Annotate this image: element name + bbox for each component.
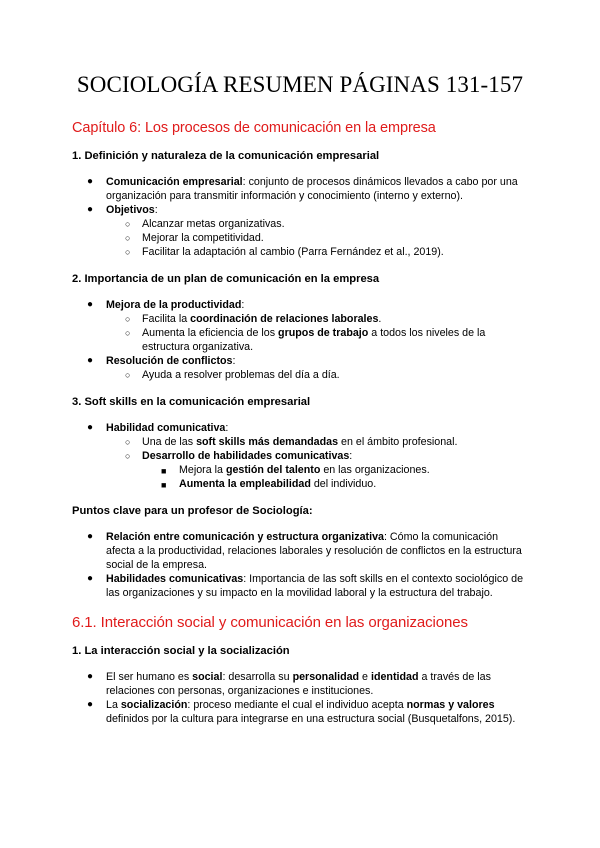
document-title: SOCIOLOGÍA RESUMEN PÁGINAS 131-157 — [76, 72, 524, 97]
bullet-disc-icon: ● — [87, 671, 94, 682]
list-item: ○ Facilita la coordinación de relaciones laborales. — [125, 313, 382, 325]
bullet-disc-icon: ● — [87, 204, 94, 215]
list-item: ■ Aumenta la empleabilidad del individuo. — [161, 478, 377, 490]
list-item: ○ Mejorar la competitividad. — [125, 232, 264, 244]
list-item: ○ Ayuda a resolver problemas del día a día. — [125, 369, 340, 381]
list-item: ○ Facilitar la adaptación al cambio (Parra Fernández et al., 2019). — [125, 246, 444, 258]
bullet-disc-icon: ● — [87, 573, 94, 584]
bullet-list — [72, 298, 528, 382]
bullet-circle-icon: ○ — [125, 314, 131, 324]
bullet-circle-icon: ○ — [125, 370, 131, 380]
bullet-list — [72, 175, 528, 259]
section-heading: 1. Definición y naturaleza de la comunicación empresarial — [72, 150, 380, 162]
section-importance — [72, 273, 528, 382]
section-heading: 1. La interacción social y la socialización — [72, 645, 290, 657]
list-item: ● El ser humano es social: desarrolla su personalidad e identidad a través de las relaciones con personas, organizaciones e instituciones. — [87, 671, 491, 697]
bullet-square-icon: ■ — [161, 480, 167, 490]
section-soft-skills — [72, 396, 528, 491]
bullet-list — [72, 670, 528, 726]
list-item: ○ Desarrollo de habilidades comunicativas: — [125, 450, 353, 462]
list-item: ○ Aumenta la eficiencia de los grupos de trabajo a todos los niveles de la estructura organizativa. — [125, 327, 486, 353]
list-item: ● Habilidad comunicativa: — [87, 422, 229, 434]
list-item: ■ Mejora la gestión del talento en las organizaciones. — [161, 464, 430, 476]
section-heading: 3. Soft skills en la comunicación empresarial — [72, 396, 311, 408]
bullet-disc-icon: ● — [87, 699, 94, 710]
bullet-disc-icon: ● — [87, 176, 94, 187]
list-item: ● Objetivos: — [87, 204, 158, 216]
section-heading: Puntos clave para un profesor de Sociología: — [72, 505, 313, 517]
chapter-subheading: 6.1. Interacción social y comunicación en las organizaciones — [72, 614, 468, 631]
list-item: ● Comunicación empresarial: conjunto de procesos dinámicos llevados a cabo por una organización para transmitir información y conocimiento (interno y externo). — [87, 176, 518, 202]
section-social-interaction — [72, 645, 528, 726]
bullet-list — [72, 421, 528, 491]
list-item: ● Resolución de conflictos: — [87, 355, 236, 367]
bullet-disc-icon: ● — [87, 531, 94, 542]
bullet-circle-icon: ○ — [125, 328, 131, 338]
bullet-disc-icon: ● — [87, 355, 94, 366]
bullet-disc-icon: ● — [87, 299, 94, 310]
section-heading: 2. Importancia de un plan de comunicación en la empresa — [72, 273, 380, 285]
bullet-circle-icon: ○ — [125, 219, 131, 229]
chapter-heading: Capítulo 6: Los procesos de comunicación en la empresa — [72, 120, 436, 136]
bullet-circle-icon: ○ — [125, 233, 131, 243]
bullet-circle-icon: ○ — [125, 451, 131, 461]
bullet-circle-icon: ○ — [125, 247, 131, 257]
bullet-disc-icon: ● — [87, 422, 94, 433]
list-item: ○ Una de las soft skills más demandadas en el ámbito profesional. — [125, 436, 458, 448]
bullet-circle-icon: ○ — [125, 437, 131, 447]
section-definition — [72, 150, 528, 259]
section-key-points — [72, 505, 528, 600]
bullet-square-icon: ■ — [161, 466, 167, 476]
list-item: ● Relación entre comunicación y estructura organizativa: Cómo la comunicación afecta a la productividad, relaciones laborales y resolución de conflictos en la estructura social de la empresa. — [87, 531, 522, 571]
bullet-list — [72, 530, 528, 600]
list-item: ● Habilidades comunicativas: Importancia de las soft skills en el contexto sociológico de las organizaciones y su impacto en la movilidad laboral y la estructura del trabajo. — [87, 573, 524, 599]
list-item: ● La socialización: proceso mediante el cual el individuo acepta normas y valores definidos por la cultura para integrarse en una estructura social (Busquetalfons, 2015). — [87, 699, 516, 725]
list-item: ○ Alcanzar metas organizativas. — [125, 218, 285, 230]
list-item: ● Mejora de la productividad: — [87, 299, 245, 311]
